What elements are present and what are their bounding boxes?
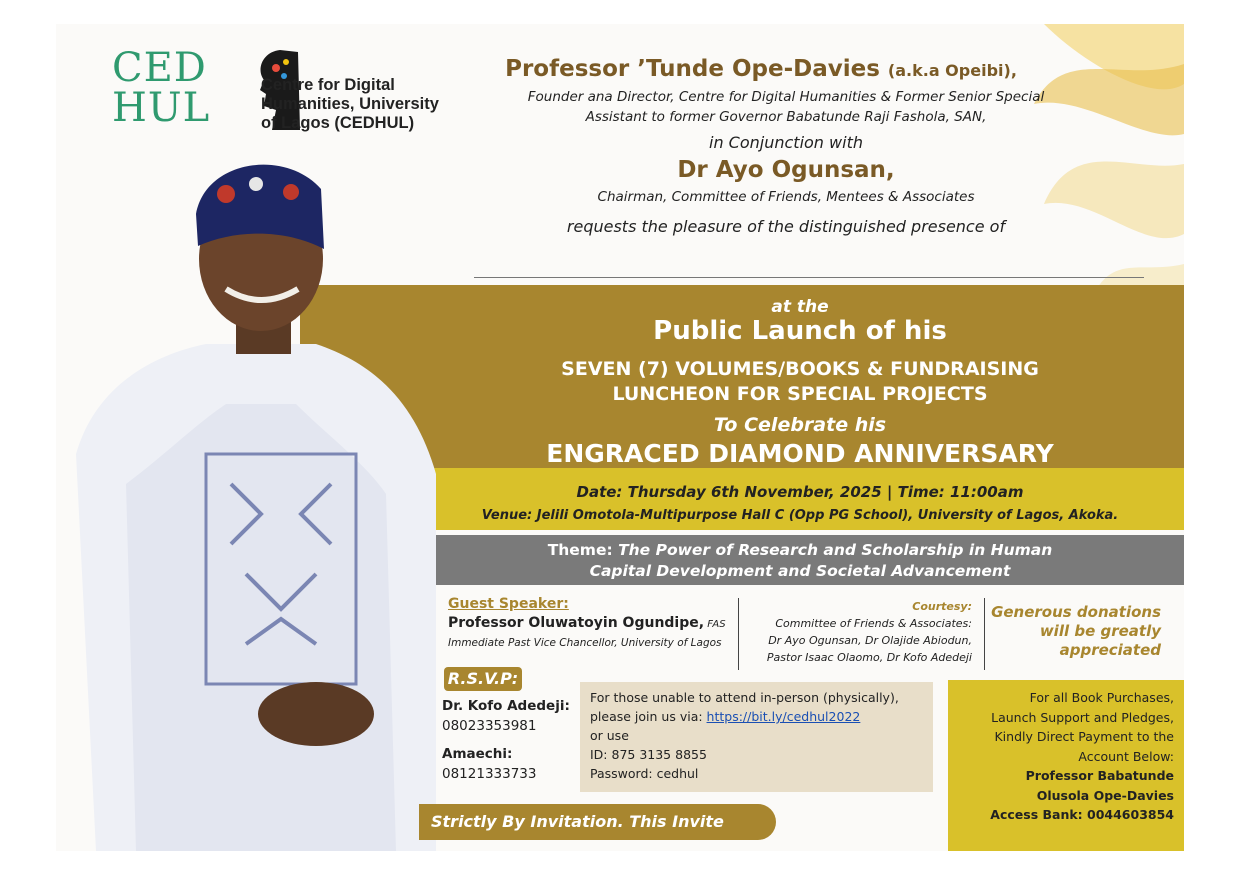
host-role — [496, 87, 1076, 127]
cohost-role: Chairman, Committee of Friends, Mentees & Associates — [597, 189, 975, 205]
online-line2-prefix: please join us via: — [590, 709, 707, 724]
host-role-line2: Assistant to former Governor Babatunde Raji Fashola, SAN, — [585, 109, 987, 125]
payment-line4: Account Below: — [1078, 748, 1174, 764]
logo-text-line2: Humanities, University — [261, 95, 439, 113]
theme-line1: The Power of Research and Scholarship in Human — [612, 541, 1053, 559]
account-name1: Professor Babatunde — [1025, 768, 1174, 783]
event-datetime: Date: Thursday 6th November, 2025 | Time: 11:00am — [576, 483, 1024, 501]
donations-line3: appreciated — [1059, 641, 1161, 659]
conjunction-text: in Conjunction with — [709, 133, 863, 152]
courtesy-line3: Pastor Isaac Olaomo, Dr Kofo Adedeji — [766, 651, 972, 664]
event-venue: Venue: Jelili Omotola-Multipurpose Hall C (Opp PG School), University of Lagos, Akoka. — [481, 508, 1119, 523]
logo-mark-bottom: HUL — [112, 85, 211, 131]
theme-label: Theme: — [547, 541, 613, 559]
cohost-name: Dr Ayo Ogunsan, — [677, 157, 895, 183]
host-name: Professor ’Tunde Ope-Davies — [505, 56, 880, 82]
payment-line1: For all Book Purchases, — [1029, 690, 1174, 705]
logo-text-line3: of Lagos (CEDHUL) — [261, 114, 415, 132]
rsvp-contact2-name: Amaechi: — [442, 746, 513, 762]
event-subtitle-line2: LUNCHEON FOR SPECIAL PROJECTS — [612, 383, 988, 405]
logo-text — [261, 76, 439, 133]
host-aka: (a.k.a Opeibi), — [887, 61, 1017, 80]
donations-line2: will be greatly — [1039, 622, 1161, 640]
event-title: Public Launch of his — [653, 316, 947, 346]
invitation-card — [56, 24, 1184, 867]
donations-note — [991, 603, 1161, 660]
courtesy-block — [744, 598, 972, 666]
theme-line2: Capital Development and Societal Advancement — [589, 562, 1011, 580]
donations-line1: Generous donations — [991, 603, 1161, 621]
rsvp-contact1-name: Dr. Kofo Adedeji: — [442, 698, 570, 714]
meeting-id: ID: 875 3135 8855 — [590, 747, 707, 762]
separator-2 — [984, 598, 985, 670]
rsvp-contacts — [442, 696, 570, 784]
speaker-name — [448, 615, 726, 631]
logo-text-line1: Centre for Digital — [261, 76, 395, 94]
payment-line3: Kindly Direct Payment to the — [994, 729, 1174, 744]
host-role-line1: Founder ana Director, Centre for Digital Humanities & Former Senior Special — [527, 89, 1045, 105]
separator-1 — [738, 598, 739, 670]
request-text: requests the pleasure of the distinguished presence of — [566, 217, 1006, 236]
meeting-link[interactable]: https://bit.ly/cedhul2022 — [706, 709, 861, 724]
speaker-label: Guest Speaker: — [448, 596, 569, 612]
rsvp-contact2-phone: 08121333733 — [442, 766, 537, 782]
at-the-text: at the — [771, 297, 829, 317]
account-name2: Olusola Ope-Davies — [1036, 787, 1174, 803]
host-name-line — [481, 56, 1041, 82]
bank-account: Access Bank: 0044603854 — [990, 807, 1174, 822]
courtesy-line2: Dr Ayo Ogunsan, Dr Olajide Abiodun, — [768, 634, 972, 647]
online-line3: or use — [590, 728, 629, 743]
anniversary-text: ENGRACED DIAMOND ANNIVERSARY — [546, 439, 1054, 468]
event-subtitle-line1: SEVEN (7) VOLUMES/BOOKS & FUNDRAISING — [561, 358, 1039, 380]
speaker-name-text: Professor Oluwatoyin Ogundipe, — [448, 615, 705, 631]
rsvp-contact1-phone: 08023353981 — [442, 718, 537, 734]
rsvp-badge: R.S.V.P: — [444, 667, 522, 691]
host-portrait — [56, 154, 446, 851]
online-line1: For those unable to attend in-person (physically), — [590, 690, 899, 705]
courtesy-line1: Committee of Friends & Associates: — [775, 617, 972, 630]
online-attendance-box — [580, 682, 933, 792]
payment-box — [948, 680, 1184, 851]
courtesy-label: Courtesy: — [912, 600, 972, 613]
invitation-footer: Strictly By Invitation. This Invite Admits — [419, 804, 776, 840]
speaker-suffix: FAS — [704, 619, 726, 630]
event-subtitle — [420, 357, 1180, 407]
payment-line2: Launch Support and Pledges, — [991, 709, 1174, 725]
speaker-role: Immediate Past Vice Chancellor, University of Lagos — [448, 637, 722, 649]
logo-mark-top: CED — [112, 45, 207, 91]
theme-text — [420, 540, 1180, 582]
meeting-password: Password: cedhul — [590, 766, 699, 781]
celebrate-text: To Celebrate his — [713, 414, 887, 436]
divider-line — [474, 277, 1144, 278]
